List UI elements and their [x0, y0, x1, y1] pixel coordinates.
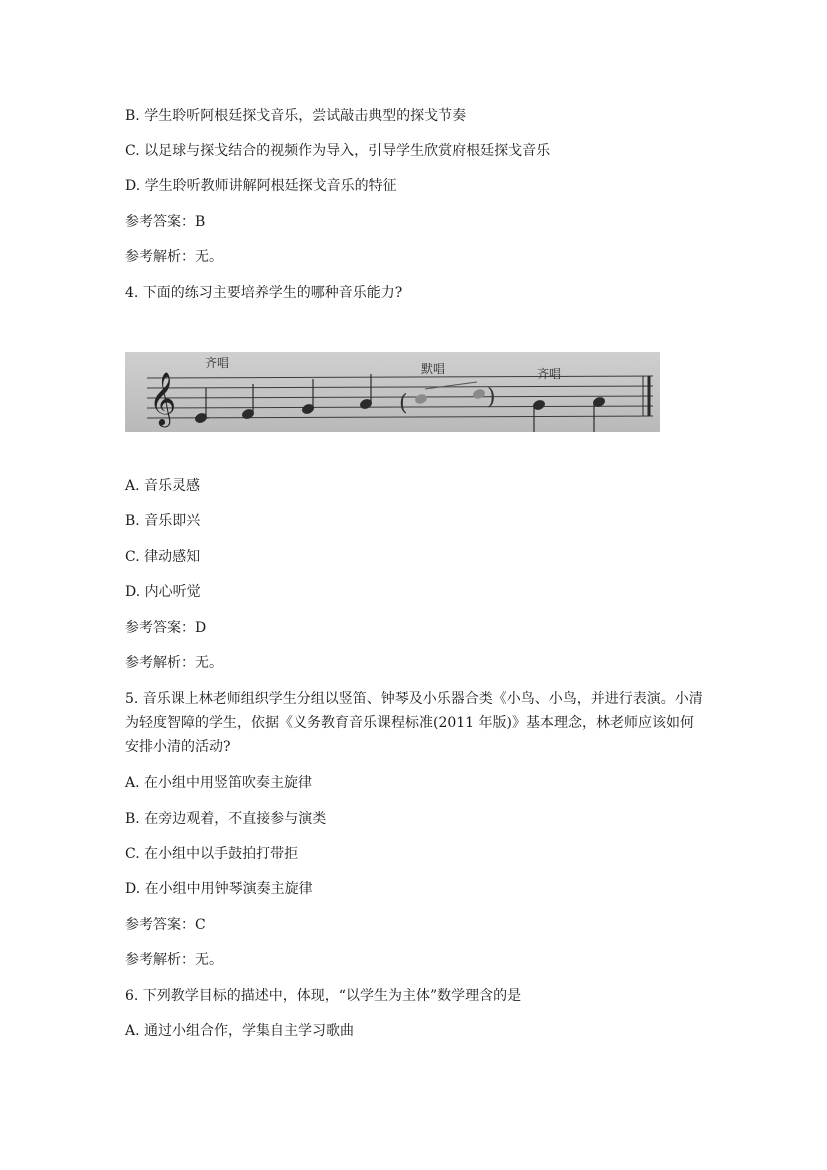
q3-option-c: C. 以足球与探戈结合的视频作为导入，引导学生欣赏府根廷探戈音乐 [125, 143, 551, 159]
music-staff [125, 352, 660, 432]
music-score-image [125, 352, 660, 432]
q5-answer: 参考答案：C [125, 917, 206, 933]
q5-option-a: A. 在小组中用竖笛吹奏主旋律 [125, 775, 313, 791]
q4-question: 4. 下面的练习主要培养学生的哪种音乐能力? [125, 285, 403, 301]
q3-option-d: D. 学生聆听教师讲解阿根廷探戈音乐的特征 [125, 178, 397, 194]
q4-answer: 参考答案：D [125, 620, 207, 636]
svg-text:): ) [487, 385, 496, 410]
q4-option-a: A. 音乐灵感 [125, 478, 201, 494]
q4-option-b: B. 音乐即兴 [125, 513, 201, 529]
marking-unison-left: 齐唱 [205, 356, 230, 370]
treble-clef-icon: 𝄞 [149, 371, 177, 425]
q5-analysis: 参考解析：无。 [125, 952, 223, 968]
q3-analysis: 参考解析：无。 [125, 249, 223, 265]
q3-answer: 参考答案：B [125, 214, 206, 230]
svg-text:(: ( [399, 391, 408, 416]
q6-option-a: A. 通过小组合作，学集自主学习歌曲 [125, 1023, 355, 1039]
q6-question: 6. 下列教学目标的描述中，体现，“以学生为主体”数学理含的是 [125, 988, 522, 1004]
q4-analysis: 参考解析：无。 [125, 655, 223, 671]
q5-question: 5. 音乐课上林老师组织学生分组以竖笛、钟琴及小乐器合类《小鸟、小鸟，并进行表演。小清为轻度智障的学生，依据《义务教育音乐课程标准(2011 年版)》基本理念，林老师应该如何安排小清的活动? [125, 691, 703, 755]
q4-option-c: C. 律动感知 [125, 549, 201, 565]
marking-silent: 默唱 [421, 362, 446, 376]
q3-option-b: B. 学生聆听阿根廷探戈音乐，尝试敲击典型的探戈节奏 [125, 108, 467, 124]
marking-unison-right: 齐唱 [537, 367, 562, 381]
q5-option-d: D. 在小组中用钟琴演奏主旋律 [125, 881, 313, 897]
q4-option-d: D. 内心听觉 [125, 584, 201, 600]
q5-option-b: B. 在旁边观着，不直接参与演类 [125, 811, 327, 827]
q5-option-c: C. 在小组中以手鼓拍打带拒 [125, 846, 299, 862]
